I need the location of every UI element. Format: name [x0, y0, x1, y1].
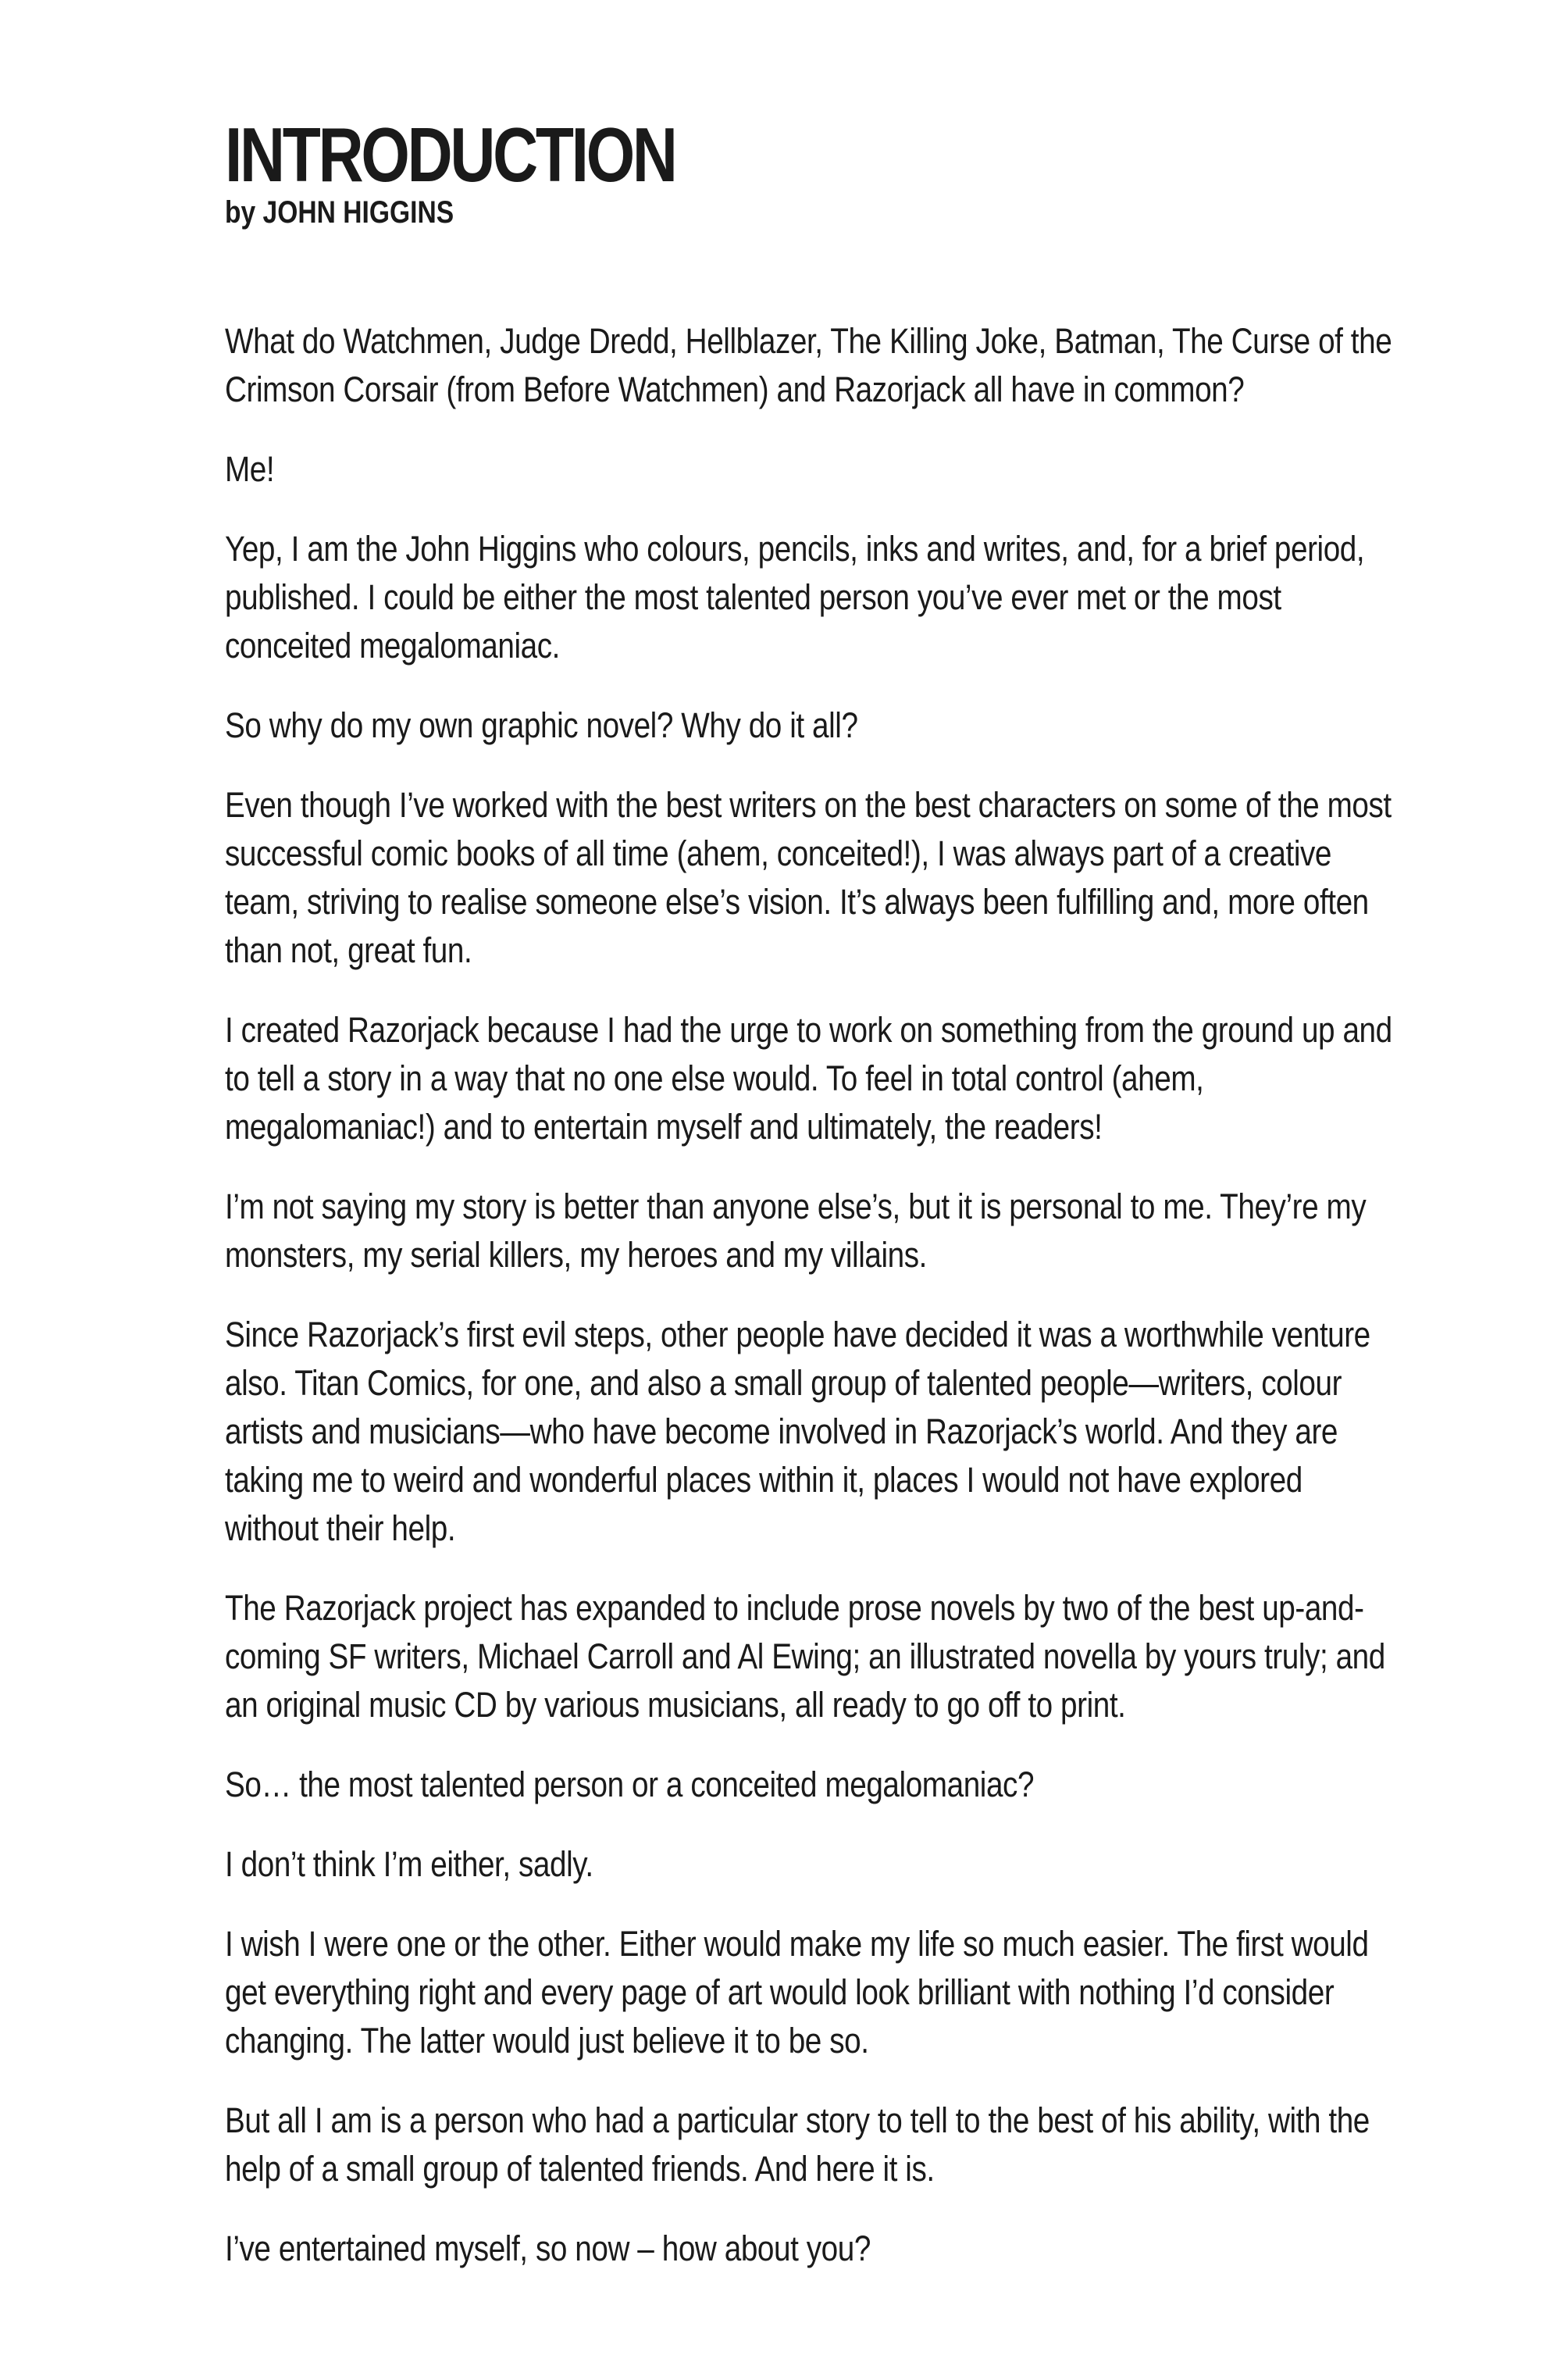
paragraph: What do Watchmen, Judge Dredd, Hellblazer, The Killing Joke, Batman, The Curse of the Crimson Corsair (from Before Watchmen) and Razorjack all have in common? — [225, 321, 1392, 409]
paragraph: I created Razorjack because I had the urge to work on something from the ground up and to tell a story in a way that no one else would. To feel in total control (ahem, megalomaniac!) and to entertain myself and ultimately, the readers! — [225, 1010, 1392, 1147]
author-byline: by JOHN HIGGINS — [225, 195, 454, 230]
paragraph: I wish I were one or the other. Either would make my life so much easier. The first would get everything right and every page of art would look brilliant with nothing I’d consider changing. The latter would just believe it to be so. — [225, 1924, 1369, 2061]
paragraph: The Razorjack project has expanded to include prose novels by two of the best up-and-coming SF writers, Michael Carroll and Al Ewing; an illustrated novella by yours truly; and an original music CD by various musicians, all ready to go off to print. — [225, 1588, 1385, 1725]
paragraph: Even though I’ve worked with the best writers on the best characters on some of the most successful comic books of all time (ahem, conceited!), I was always part of a creative team, striving to realise someone else’s vision. It’s always been fulfilling and, more often than not, great fun. — [225, 785, 1392, 970]
paragraph: Me! — [225, 449, 275, 489]
page-title: INTRODUCTION — [225, 112, 675, 198]
paragraph: So why do my own graphic novel? Why do it all? — [225, 705, 858, 745]
paragraph: Since Razorjack’s first evil steps, other people have decided it was a worthwhile venture also. Titan Comics, for one, and also a small group of talented people—writers, colour artists and musicians—who have become involved in Razorjack’s world. And they are taking me to weird and wonderful places within it, places I would not have explored without their help. — [225, 1315, 1370, 1548]
paragraph: So… the most talented person or a conceited megalomaniac? — [225, 1764, 1035, 1804]
paragraph: But all I am is a person who had a particular story to tell to the best of his ability, with the help of a small group of talented friends. And here it is. — [225, 2100, 1370, 2189]
paragraph: I don’t think I’m either, sadly. — [225, 1844, 593, 1884]
paragraph: I’m not saying my story is better than anyone else’s, but it is personal to me. They’re my monsters, my serial killers, my heroes and my villains. — [225, 1186, 1367, 1275]
paragraph: I’ve entertained myself, so now – how about you? — [225, 2228, 871, 2268]
body-text — [225, 317, 1392, 2273]
document-page — [225, 112, 1392, 2304]
paragraph: Yep, I am the John Higgins who colours, pencils, inks and writes, and, for a brief period, published. I could be either the most talented person you’ve ever met or the most conceited megalomaniac. — [225, 529, 1365, 665]
